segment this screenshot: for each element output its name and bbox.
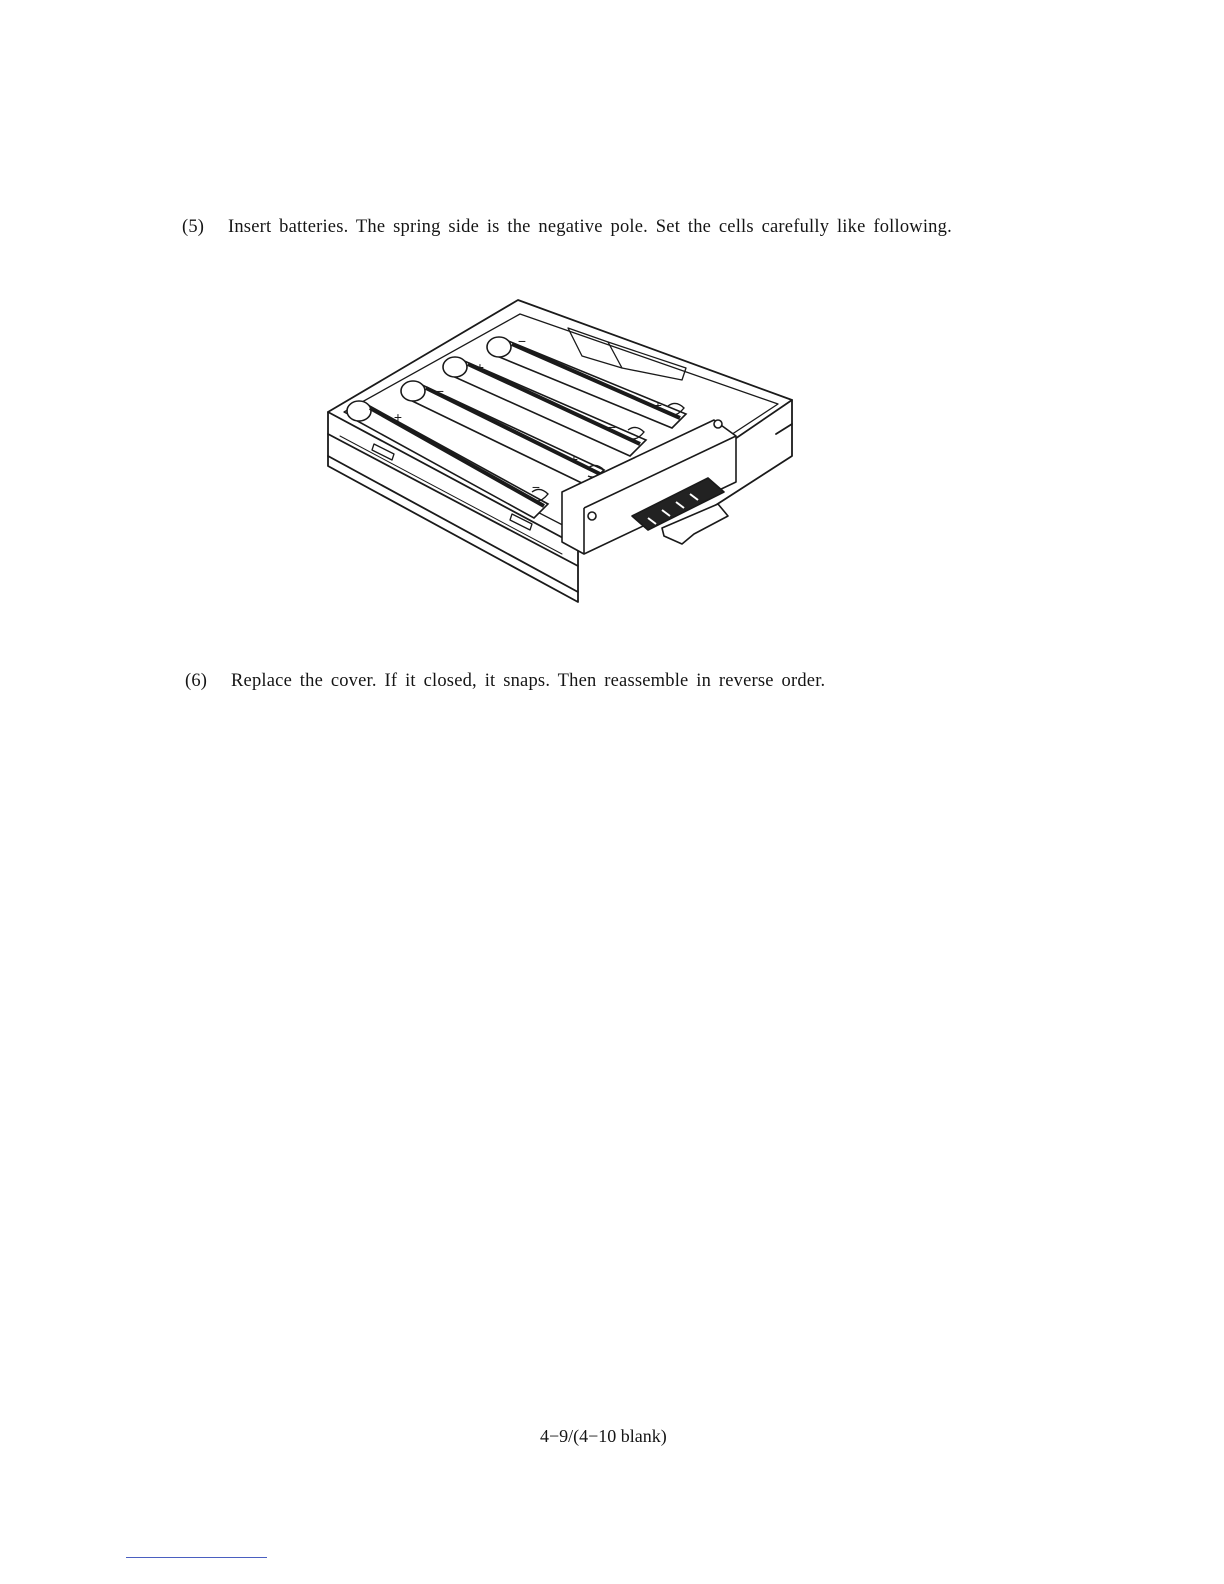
- step-text: Replace the cover. If it closed, it snaps. Then reassemble in reverse order.: [231, 671, 826, 691]
- step-number: (5): [182, 217, 205, 237]
- step-6: [185, 670, 945, 694]
- polarity-mark: +: [393, 409, 403, 425]
- step-5: [182, 216, 1002, 266]
- step-text: Insert batteries. The spring side is the negative pole. Set the cells carefully like following.: [228, 217, 952, 237]
- battery-compartment-figure: [322, 296, 798, 608]
- polarity-mark: −: [531, 479, 541, 495]
- polarity-mark: +: [653, 397, 663, 413]
- polarity-mark: −: [435, 383, 445, 399]
- page-number: 4−9/(4−10 blank): [540, 1426, 667, 1446]
- contact-block: [562, 420, 736, 554]
- polarity-mark: −: [607, 419, 617, 435]
- polarity-mark: +: [475, 359, 485, 375]
- step-number: (6): [185, 671, 208, 691]
- footnote-rule: [126, 1557, 267, 1558]
- polarity-mark: −: [517, 333, 527, 349]
- polarity-mark: +: [569, 451, 579, 467]
